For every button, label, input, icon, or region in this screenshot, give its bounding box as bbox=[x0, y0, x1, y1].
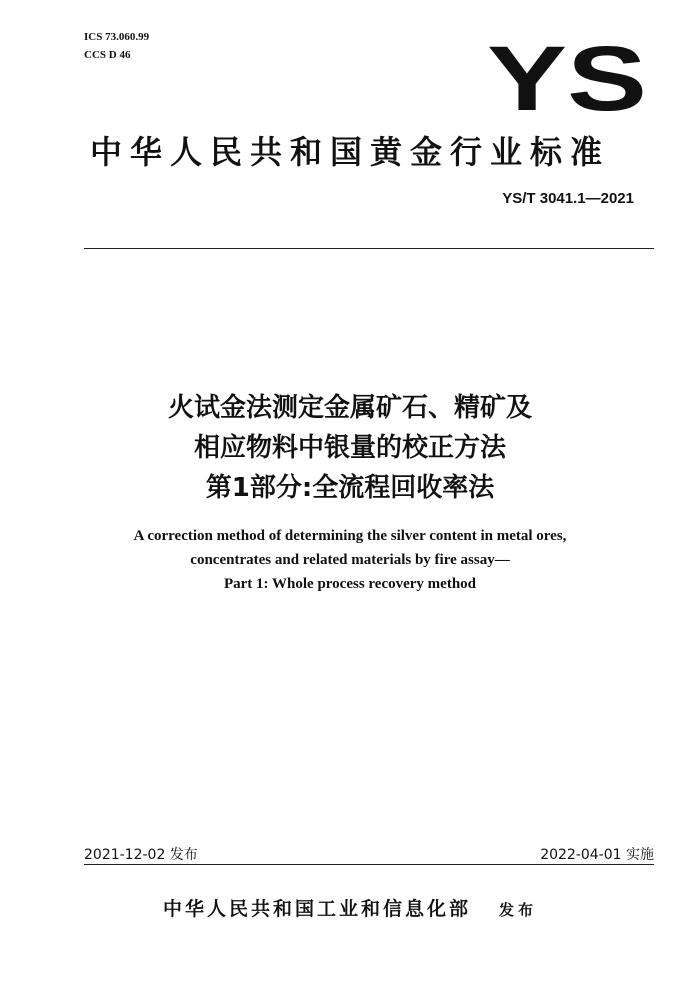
issuer-line bbox=[0, 894, 700, 921]
chinese-title-line-2: 相应物料中银量的校正方法 bbox=[193, 433, 506, 463]
ys-logo-text: YS bbox=[487, 38, 647, 118]
ics-code: ICS 73.060.99 bbox=[84, 31, 150, 43]
chinese-title-line-3: 第1部分:全流程回收率法 bbox=[205, 473, 495, 503]
standard-number: YS/T 3041.1—2021 bbox=[502, 190, 634, 207]
ccs-code: CCS D 46 bbox=[84, 49, 131, 61]
top-divider bbox=[84, 248, 654, 249]
issue-date: 2021-12-02 发布 bbox=[84, 847, 198, 863]
bottom-divider bbox=[84, 864, 654, 865]
english-title-line-3: Part 1: Whole process recovery method bbox=[223, 576, 477, 592]
english-title bbox=[0, 524, 700, 596]
english-title-line-2: concentrates and related materials by fire assay— bbox=[190, 552, 510, 568]
english-title-line-1: A correction method of determining the silver content in metal ores, bbox=[133, 528, 567, 544]
ys-logo bbox=[482, 38, 652, 118]
chinese-title-line-1: 火试金法测定金属矿石、精矿及 bbox=[167, 393, 532, 423]
implementation-date: 2022-04-01 实施 bbox=[540, 847, 654, 863]
chinese-title bbox=[0, 388, 700, 508]
classification-codes bbox=[84, 28, 149, 64]
ys-logo-icon bbox=[482, 38, 652, 118]
industry-standard-title: 中华人民共和国黄金行业标准 bbox=[89, 133, 610, 171]
issuer-action: 发布 bbox=[499, 901, 538, 919]
issuer-name: 中华人民共和国工业和信息化部 bbox=[162, 898, 471, 920]
